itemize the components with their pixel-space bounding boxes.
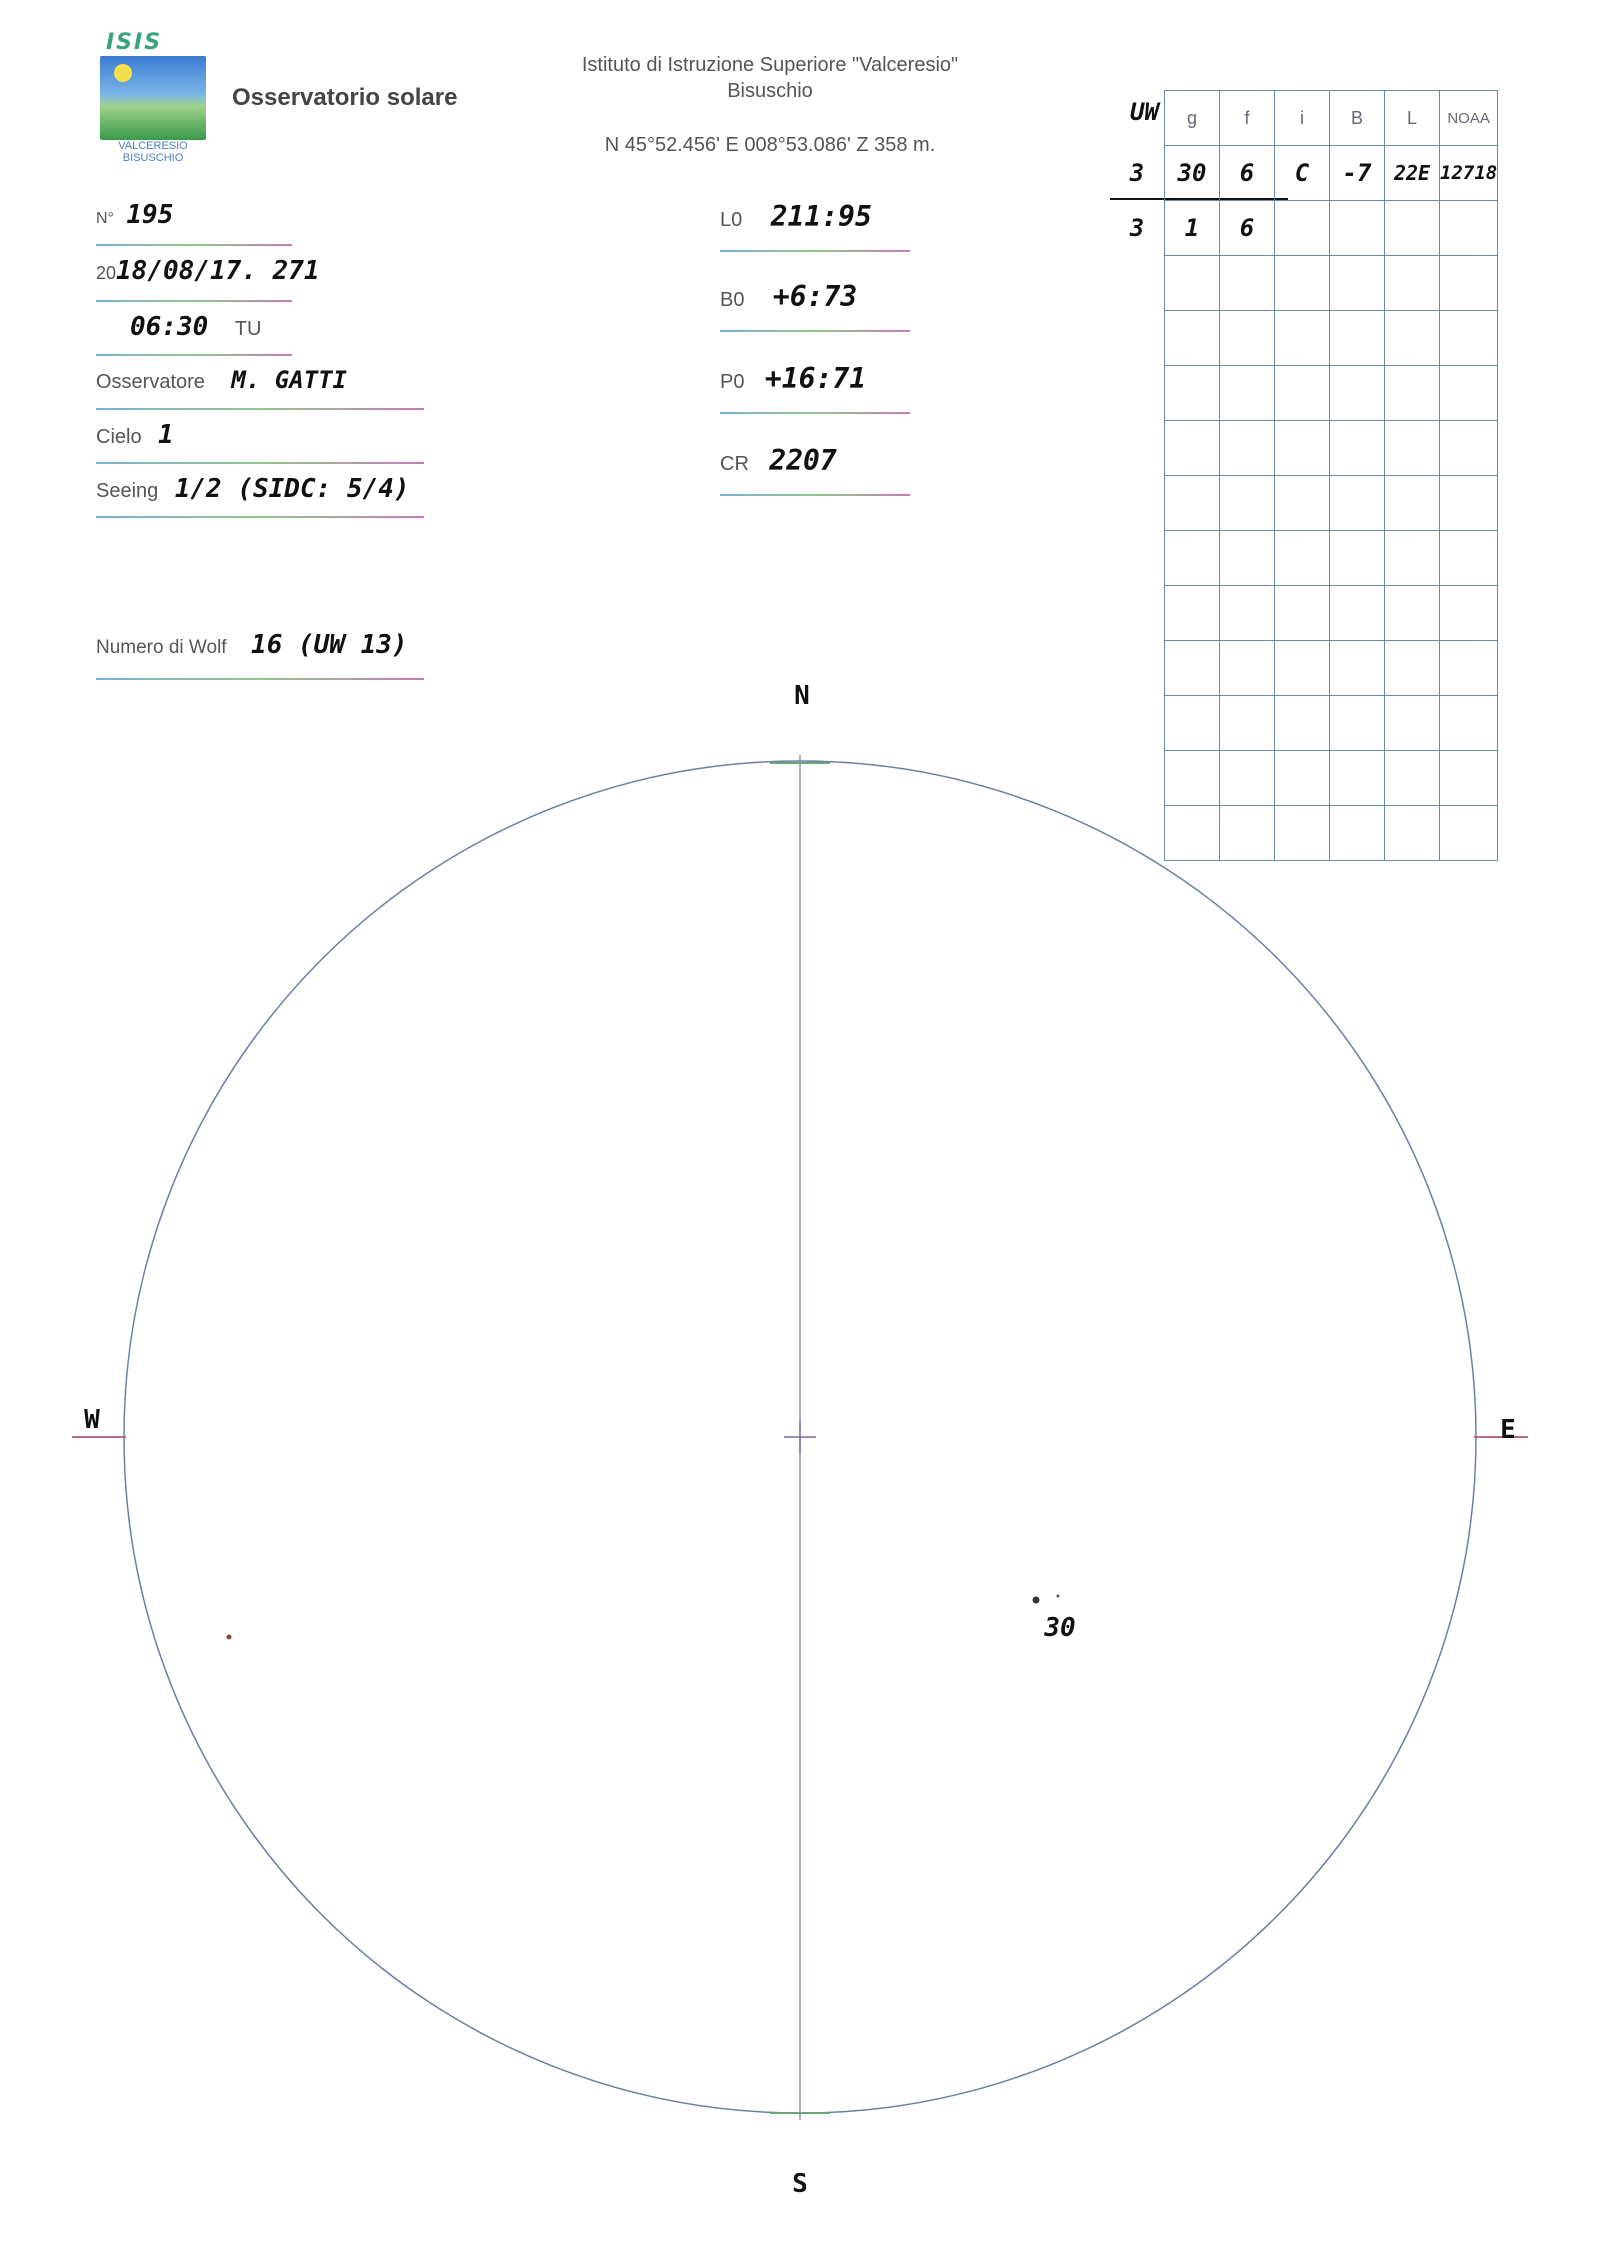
west-label: W — [84, 1405, 100, 1435]
sunspot — [1057, 1595, 1060, 1598]
date-value: 18/08/17. 271 — [116, 256, 320, 286]
logo-wordmark: ISIS — [106, 30, 163, 55]
l0-field: L0 211:95 — [720, 200, 872, 233]
cell-l: 22E — [1385, 146, 1440, 201]
time-value: 06:30 — [130, 312, 209, 342]
header-noaa: NOAA — [1440, 91, 1498, 146]
cell-g: 30 — [1165, 146, 1220, 201]
record-number-value: 195 — [126, 200, 174, 230]
record-number-field: N° 195 — [96, 200, 174, 230]
time-field: 06:30 TU — [130, 312, 262, 342]
b0-value: +6:73 — [772, 280, 858, 313]
sky-field: Cielo 1 — [96, 420, 174, 450]
cell-f: 6 — [1220, 146, 1275, 201]
observer-field: Osservatore M. GATTI — [96, 366, 347, 394]
scan-speck — [227, 1635, 232, 1640]
cr-field: CR 2207 — [720, 444, 837, 477]
header-l: L — [1385, 91, 1440, 146]
observatory-coordinates: N 45°52.456' E 008°53.086' Z 358 m. — [604, 134, 936, 156]
institute-name: Istituto di Istruzione Superiore "Valceresio" Bisuschio — [581, 54, 959, 102]
observatory-title: Osservatorio solare — [232, 84, 458, 111]
wolf-number-field: Numero di Wolf 16 (UW 13) — [96, 630, 408, 660]
cell-noaa: 12718 — [1440, 146, 1498, 201]
sunspot-group-label: 30 — [1044, 1613, 1076, 1643]
p0-value: +16:71 — [764, 362, 867, 395]
seeing-value: 1/2 (SIDC: 5/4) — [174, 474, 410, 504]
cell-g: 1 — [1165, 201, 1220, 256]
south-label: S — [792, 2169, 808, 2199]
cr-value: 2207 — [769, 444, 837, 477]
row-uw: 3 — [1129, 214, 1145, 242]
seeing-field: Seeing 1/2 (SIDC: 5/4) — [96, 474, 410, 504]
date-field: 2018/08/17. 271 — [96, 256, 320, 286]
observer-value: M. GATTI — [231, 366, 347, 394]
uw-column-label: UW — [1130, 98, 1159, 126]
header-b: B — [1330, 91, 1385, 146]
wolf-number-value: 16 (UW 13) — [251, 630, 408, 660]
row-uw: 3 — [1129, 159, 1145, 187]
sky-value: 1 — [158, 420, 174, 450]
cell-i: C — [1275, 146, 1330, 201]
north-label: N — [794, 681, 810, 711]
cell-f: 6 — [1220, 201, 1275, 256]
logo-caption: VALCERESIO BISUSCHIO — [118, 140, 188, 164]
p0-field: P0 +16:71 — [720, 362, 867, 395]
cell-b: -7 — [1330, 146, 1385, 201]
header-i: i — [1275, 91, 1330, 146]
b0-field: B0 +6:73 — [720, 280, 858, 313]
sunspot — [1033, 1597, 1040, 1604]
l0-value: 211:95 — [770, 200, 872, 233]
header-g: g — [1165, 91, 1220, 146]
east-label: E — [1500, 1415, 1516, 1445]
header-f: f — [1220, 91, 1275, 146]
